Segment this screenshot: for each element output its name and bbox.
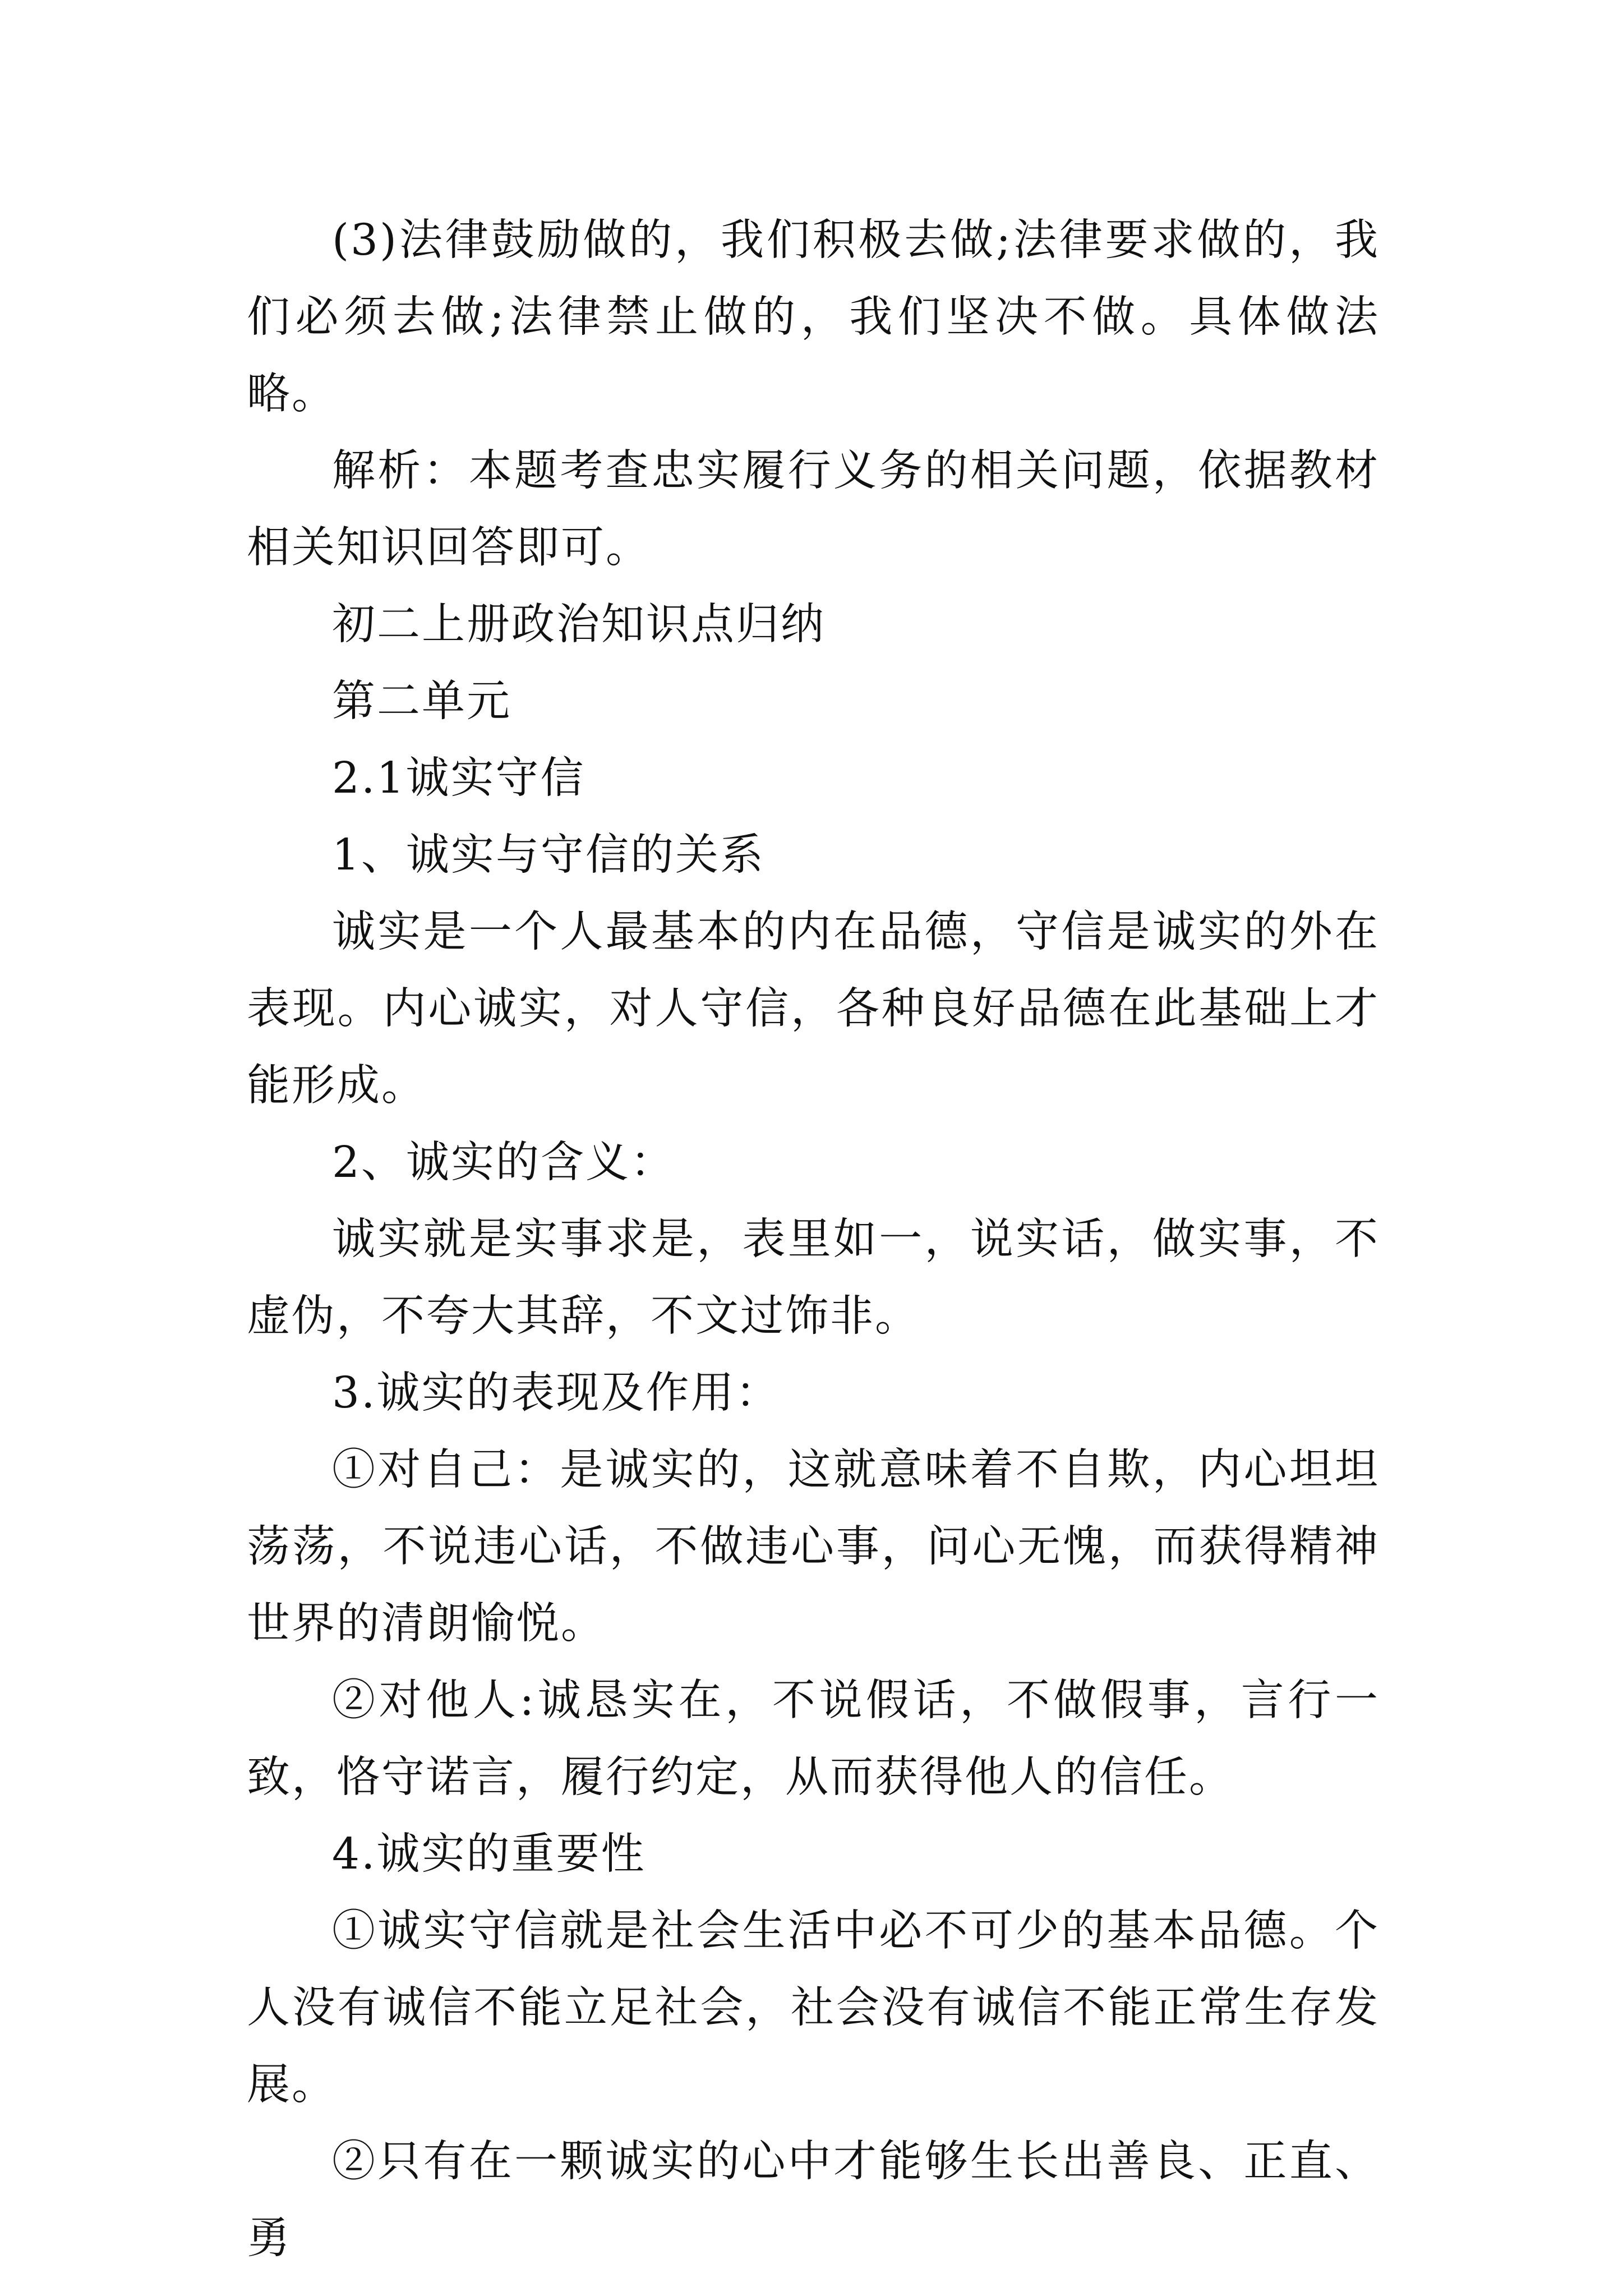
paragraph-importance-1: ①诚实守信就是社会生活中必不可少的基本品德。个人没有诚信不能立足社会，社会没有诚信不能正常生存发展。 — [247, 1906, 1380, 2110]
unit-heading: 第二单元 — [332, 677, 511, 726]
point-heading-2: 2、诚实的含义： — [332, 1138, 675, 1188]
paragraph-meaning: 诚实就是实事求是，表里如一，说实话，做实事，不虚伪，不夸大其辞，不文过饰非。 — [247, 1214, 1380, 1341]
paragraph-relation: 诚实是一个人最基本的内在品德，守信是诚实的外在表现。内心诚实，对人守信，各种良好品德在此基础上才能形成。 — [247, 907, 1380, 1111]
point-heading-1: 1、诚实与守信的关系 — [332, 830, 765, 880]
paragraph-self: ①对自己：是诚实的，这就意味着不自欺，内心坦坦荡荡，不说违心话，不做违心事，问心无愧，而获得精神世界的清朗愉悦。 — [247, 1445, 1380, 1649]
section-title: 初二上册政治知识点归纳 — [332, 600, 826, 650]
paragraph-answer-3: (3)法律鼓励做的，我们积极去做;法律要求做的，我们必须去做;法律禁止做的，我们坚决不做。具体做法略。 — [247, 215, 1380, 419]
point-heading-3: 3.诚实的表现及作用： — [332, 1368, 781, 1418]
lesson-heading: 2.1诚实守信 — [332, 753, 585, 803]
point-heading-4: 4.诚实的重要性 — [332, 1829, 646, 1879]
paragraph-importance-2: ②只有在一颗诚实的心中才能够生长出善良、正直、勇 — [247, 2137, 1380, 2263]
paragraph-analysis: 解析：本题考查忠实履行义务的相关问题，依据教材相关知识回答即可。 — [247, 446, 1380, 573]
document-body — [247, 202, 1380, 2277]
paragraph-others: ②对他人:诚恳实在，不说假话，不做假事，言行一致，恪守诺言，履行约定，从而获得他人的信任。 — [247, 1676, 1380, 1802]
